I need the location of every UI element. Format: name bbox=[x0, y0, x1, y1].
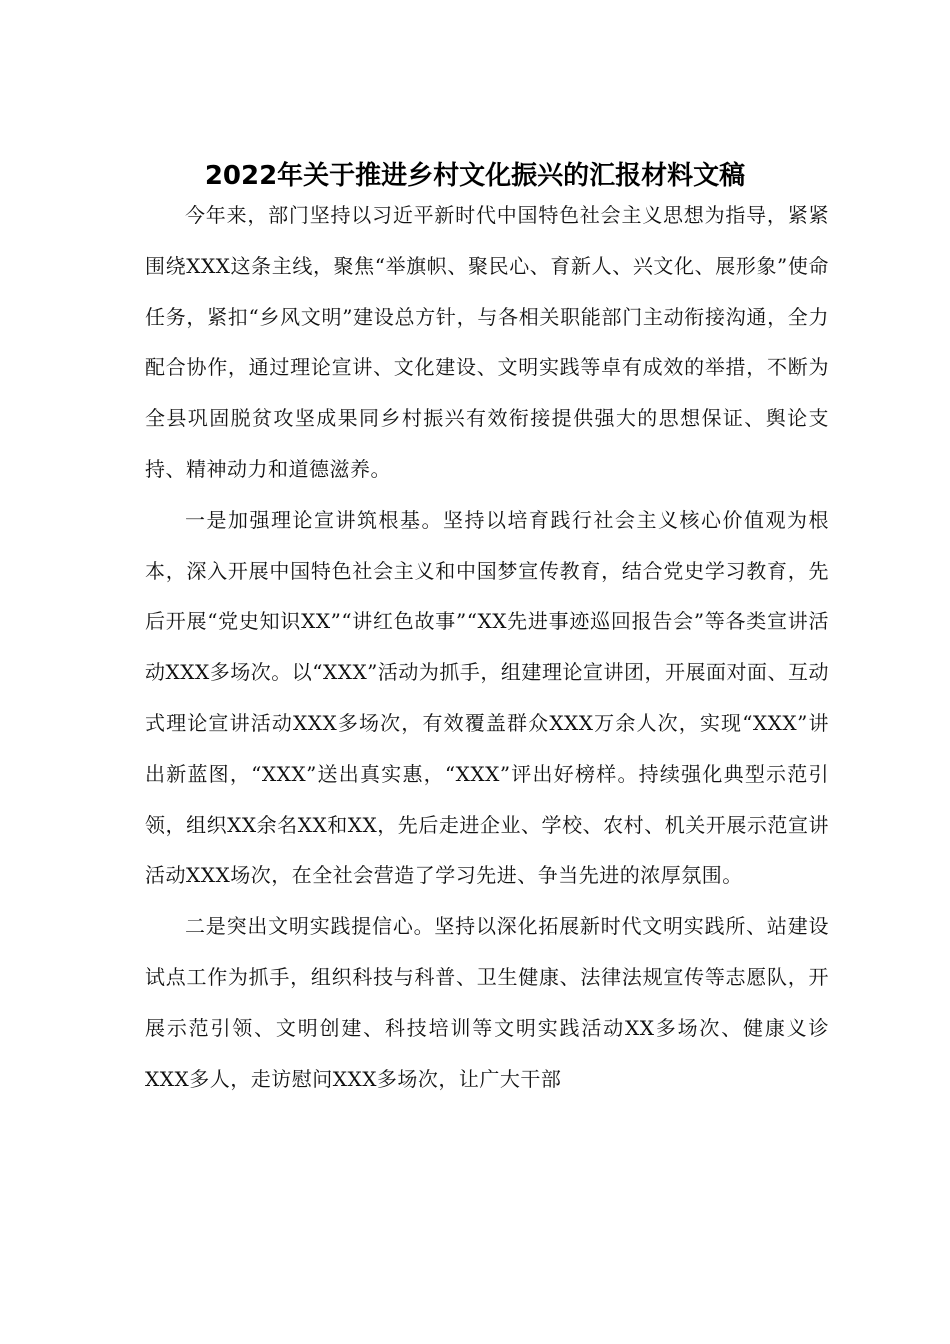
paragraph-intro: 今年来，部门坚持以习近平新时代中国特色社会主义思想为指导，紧紧围绕XXX这条主线，聚焦“举旗帜、聚民心、育新人、兴文化、展形象”使命任务，紧扣“乡风文明”建设总方针，与各相关职能部门主动衔接沟通，全力配合协作，通过理论宣讲、文化建设、文明实践等卓有成效的举措，不断为全县巩固脱贫攻坚成果同乡村振兴有效衔接提供强大的思想保证、舆论支持、精神动力和道德滋养。 bbox=[145, 203, 829, 481]
document-body bbox=[145, 190, 829, 1104]
document-title: 2022年关于推进乡村文化振兴的汇报材料文稿 bbox=[204, 161, 746, 191]
paragraph-civilization-practice: 二是突出文明实践提信心。坚持以深化拓展新时代文明实践所、站建设试点工作为抓手，组织科技与科普、卫生健康、法律法规宣传等志愿队，开展示范引领、文明创建、科技培训等文明实践活动XX多场次、健康义诊XXX多人，走访慰问XXX多场次，让广大干部 bbox=[145, 914, 829, 1091]
paragraph-theory-publicity: 一是加强理论宣讲筑根基。坚持以培育践行社会主义核心价值观为根本，深入开展中国特色社会主义和中国梦宣传教育，结合党史学习教育，先后开展“党史知识XX”“讲红色故事”“XX先进事迹巡回报告会”等各类宣讲活动XXX多场次。以“XXX”活动为抓手，组建理论宣讲团，开展面对面、互动式理论宣讲活动XXX多场次，有效覆盖群众XXX万余人次，实现“XXX”讲出新蓝图，“XXX”送出真实惠，“XXX”评出好榜样。持续强化典型示范引领，组织XX余名XX和XX，先后走进企业、学校、农村、机关开展示范宣讲活动XXX场次，在全社会营造了学习先进、争当先进的浓厚氛围。 bbox=[145, 507, 829, 888]
